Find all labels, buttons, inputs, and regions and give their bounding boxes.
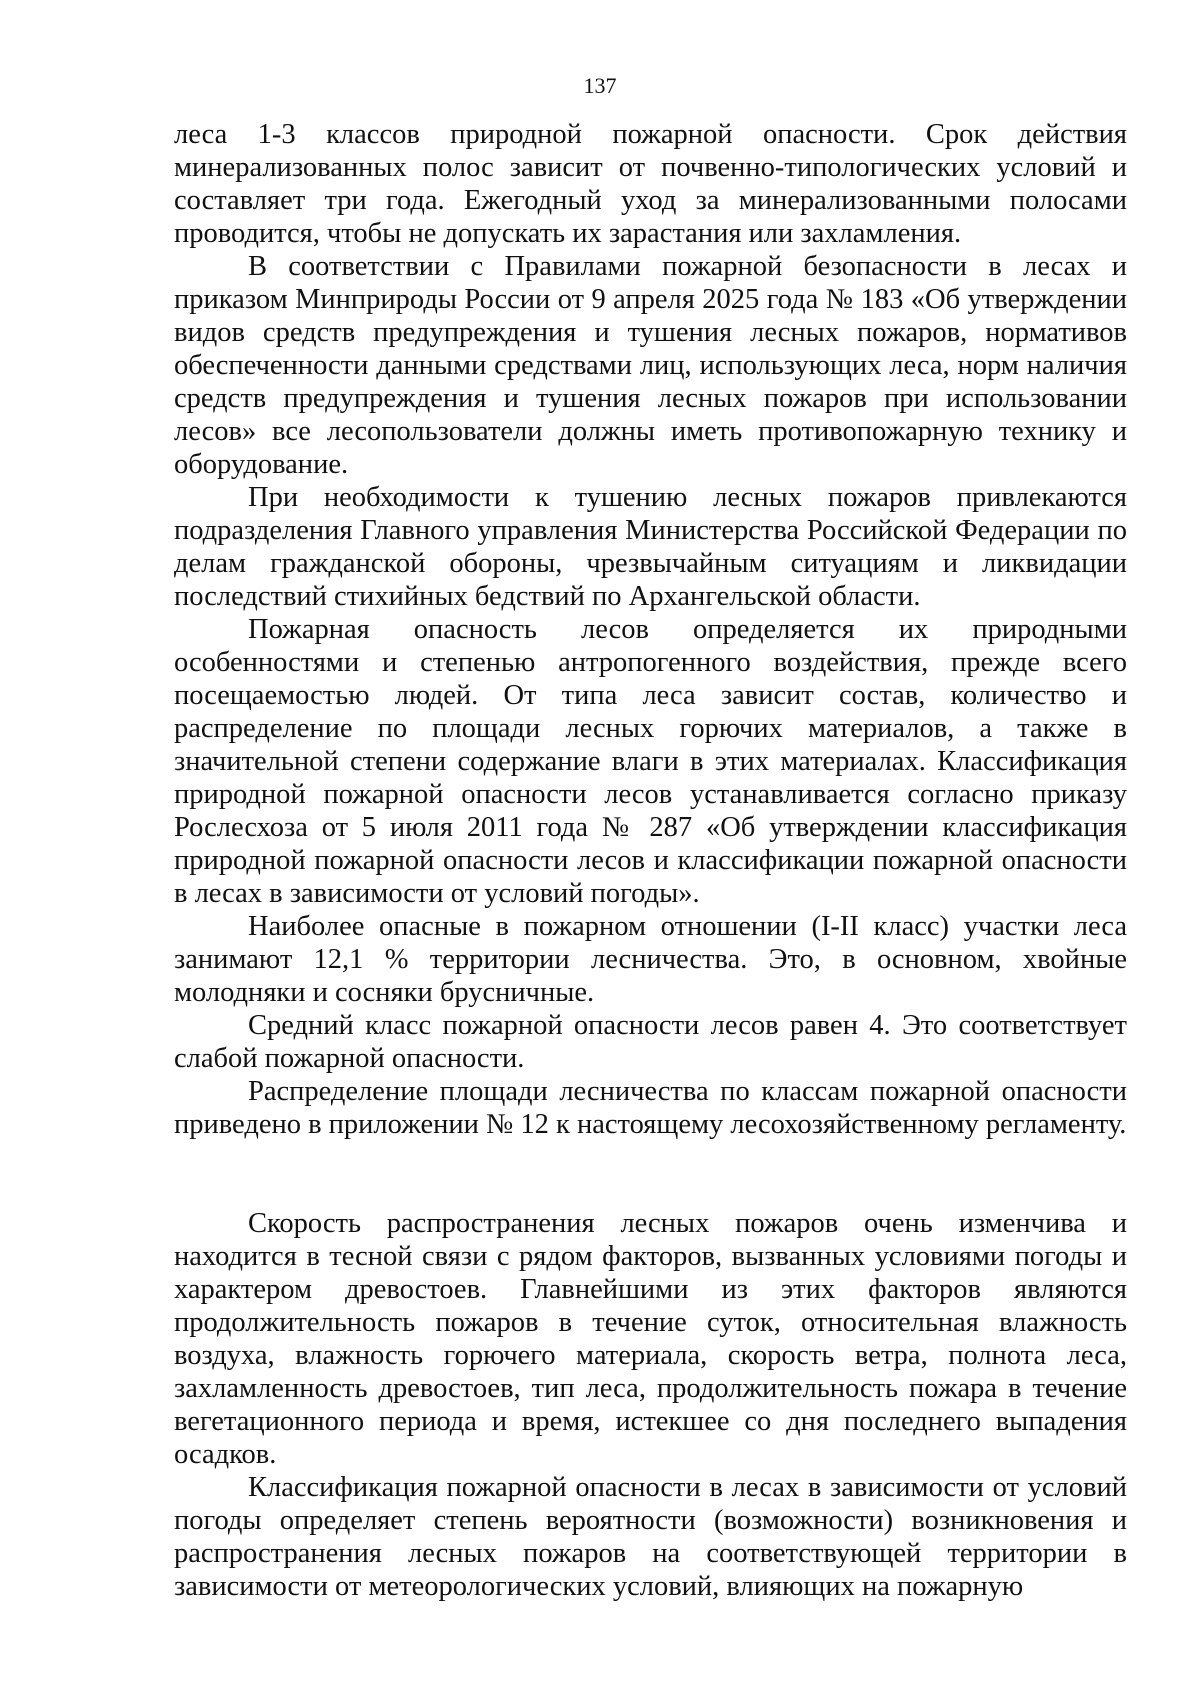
paragraph-fire-safety-rules: В соответствии с Правилами пожарной безопасности в лесах и приказом Минприроды России от 9 апреля 2025 года № 183 «Об утверждении видов средств предупреждения и тушения лесных пожаров, нормативов обеспеченности данными средствами лиц, использующих леса, норм наличия средств предупреждения и тушения лесных пожаров при использовании лесов» все лесопользователи должны иметь противопожарную технику и оборудование.	[174, 251, 1127, 480]
paragraph-continuation: леса 1-3 классов природной пожарной опасности. Срок действия минерализованных полос зависит от почвенно-типологических условий и составляет три года. Ежегодный уход за минерализованными полосами проводится, чтобы не допускать их зарастания или захламления.	[174, 119, 1127, 249]
paragraph-dangerous-areas: Наиболее опасные в пожарном отношении (I-II класс) участки леса занимают 12,1 % территории лесничества. Это, в основном, хвойные молодняки и сосняки брусничные.	[174, 911, 1127, 1008]
paragraph-forest-fire-hazard: Пожарная опасность лесов определяется их природными особенностями и степенью антропогенного воздействия, прежде всего посещаемостью людей. От типа леса зависит состав, количество и распределение по площади лесных горючих материалов, а также в значительной степени содержание влаги в этих материалах. Классификация природной пожарной опасности лесов устанавливается согласно приказу Рослесхоза от 5 июля 2011 года № 287 «Об утверждении классификация природной пожарной опасности лесов и классификации пожарной опасности в лесах в зависимости от условий погоды».	[174, 614, 1127, 909]
paragraph-appendix-reference: Распределение площади лесничества по классам пожарной опасности приведено в приложении № 12 к настоящему лесохозяйственному регламенту.	[174, 1076, 1127, 1140]
paragraph-average-hazard-class: Средний класс пожарной опасности лесов равен 4. Это соответствует слабой пожарной опасности.	[174, 1010, 1127, 1074]
paragraph-gap	[174, 1141, 1127, 1207]
document-body	[174, 118, 1127, 1603]
paragraph-emergency-services: При необходимости к тушению лесных пожаров привлекаются подразделения Главного управления Министерства Российской Федерации по делам гражданской обороны, чрезвычайным ситуациям и ликвидации последствий стихийных бедствий по Архангельской области.	[174, 482, 1127, 612]
paragraph-weather-classification: Классификация пожарной опасности в лесах в зависимости от условий погоды определяет степень вероятности (возможности) возникновения и распространения лесных пожаров на соответствующей территории в зависимости от метеорологических условий, влияющих на пожарную	[174, 1472, 1127, 1602]
page-number: 137	[583, 73, 617, 98]
paragraph-fire-spread-speed: Скорость распространения лесных пожаров очень изменчива и находится в тесной связи с рядом факторов, вызванных условиями погоды и характером древостоев. Главнейшими из этих факторов являются продолжительность пожаров в течение суток, относительная влажность воздуха, влажность горючего материала, скорость ветра, полнота леса, захламленность древостоев, тип леса, продолжительность пожара в течение вегетационного периода и время, истекшее со дня последнего выпадения осадков.	[174, 1208, 1127, 1470]
